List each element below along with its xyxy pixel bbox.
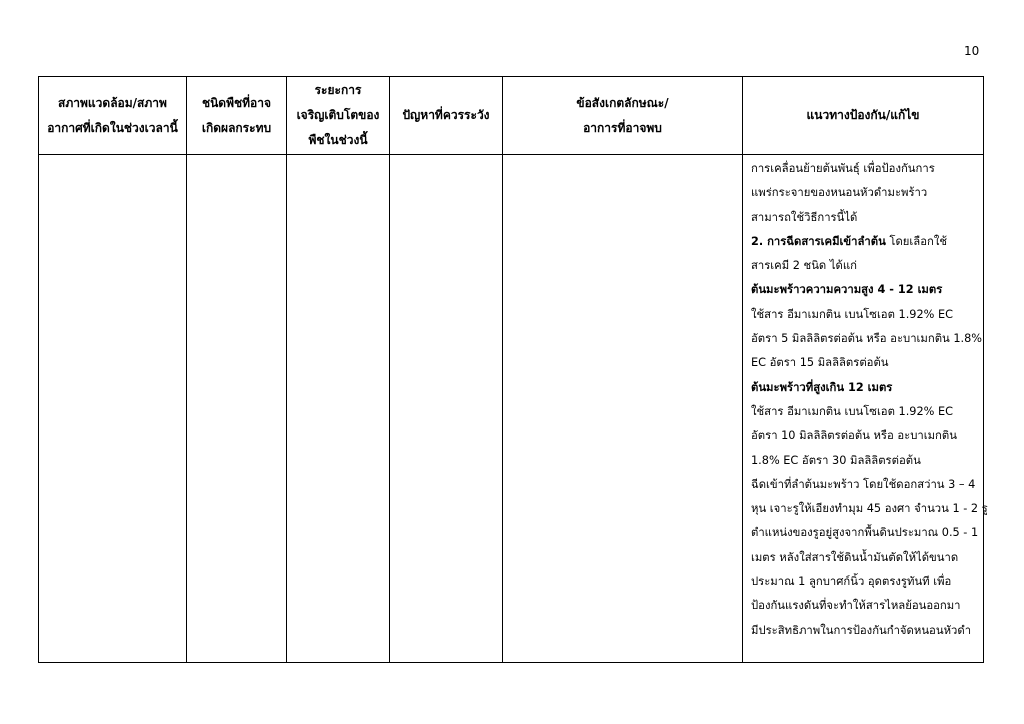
guidance-line: ตำแหน่งของรูอยู่สูงจากพื้นดินประมาณ 0.5 - 1	[751, 526, 979, 540]
guidance-line: อัตรา 10 มิลลิลิตรต่อต้น หรือ อะบาเมกติน	[751, 429, 957, 443]
guidance-line: การเคลื่อนย้ายต้นพันธุ์ เพื่อป้องกันการ	[751, 162, 935, 175]
header-line: ระยะการ	[314, 83, 362, 97]
cell-guidance	[743, 155, 988, 663]
header-symptoms	[503, 77, 743, 155]
header-line: เกิดผลกระทบ	[201, 120, 272, 135]
header-line: ข้อสังเกตลักษณะ/	[576, 95, 669, 110]
guidance-line: ใช้สาร อีมาเมกติน เบนโซเอต 1.92% EC	[751, 404, 954, 418]
guidance-line: อัตรา 5 มิลลิลิตรต่อต้น หรือ อะบาเมกติน 1.8%	[751, 332, 983, 346]
header-line: แนวทางป้องกัน/แก้ไข	[806, 108, 920, 122]
header-environment	[39, 77, 187, 155]
cell-growth-stage	[287, 155, 390, 663]
guidance-line: ต้นมะพร้าวที่สูงเกิน 12 เมตร	[751, 380, 893, 394]
cell-problem	[390, 155, 503, 663]
guidance-line: ใช้สาร อีมาเมกติน เบนโซเอต 1.92% EC	[751, 307, 954, 321]
header-problem	[390, 77, 503, 155]
guidance-text	[743, 155, 988, 643]
guidance-line: หุน เจาะรูให้เอียงทำมุม 45 องศา จำนวน 1 - 2 รู	[751, 502, 988, 516]
guidance-line: แพร่กระจายของหนอนหัวดำมะพร้าว	[751, 186, 928, 200]
guidance-line: สารเคมี 2 ชนิด ได้แก่	[751, 259, 857, 273]
guidance-line: ฉีดเข้าที่ลำต้นมะพร้าว โดยใช้ดอกสว่าน 3 – 4	[751, 477, 976, 491]
guidance-line: มีประสิทธิภาพในการป้องกันกำจัดหนอนหัวดำ	[751, 623, 972, 637]
guidance-line: ประมาณ 1 ลูกบาศก์นิ้ว อุดตรงรูทันที เพื่อ	[751, 575, 952, 589]
guidance-line: 2. การฉีดสารเคมีเข้าลำต้น โดยเลือกใช้	[751, 234, 948, 248]
guidance-line: 1.8% EC อัตรา 30 มิลลิลิตรต่อต้น	[751, 453, 921, 467]
guidance-line-bold-part: 2. การฉีดสารเคมีเข้าลำต้น	[751, 234, 886, 248]
header-line: อากาศที่เกิดในช่วงเวลานี้	[47, 120, 178, 135]
header-line: สภาพแวดล้อม/สภาพ	[58, 95, 167, 110]
table-header-row	[39, 77, 984, 155]
guidance-line: ป้องกันแรงดันที่จะทำให้สารไหลย้อนออกมา	[751, 599, 961, 613]
header-line: ปัญหาที่ควรระวัง	[402, 108, 490, 122]
guidance-line: ต้นมะพร้าวความความสูง 4 - 12 เมตร	[751, 283, 943, 297]
header-line: อาการที่อาจพบ	[583, 120, 662, 135]
cell-environment	[39, 155, 187, 663]
header-line: พืชในช่วงนี้	[308, 133, 368, 147]
header-guidance	[743, 77, 984, 155]
table-row	[39, 155, 984, 663]
header-growth-stage	[287, 77, 390, 155]
guidance-line: เมตร หลังใส่สารใช้ดินน้ำมันตัดให้ได้ขนาด	[751, 550, 959, 564]
cell-symptoms	[503, 155, 743, 663]
page-number: 10	[964, 44, 980, 58]
guidance-line: EC อัตรา 15 มิลลิลิตรต่อต้น	[751, 356, 889, 370]
header-line: เจริญเติบโตของ	[296, 108, 380, 122]
guidance-line: สามารถใช้วิธีการนี้ได้	[751, 210, 858, 224]
header-crop-type	[187, 77, 287, 155]
crop-guidance-table	[38, 76, 988, 663]
cell-crop-type	[187, 155, 287, 663]
header-line: ชนิดพืชที่อาจ	[201, 95, 272, 110]
